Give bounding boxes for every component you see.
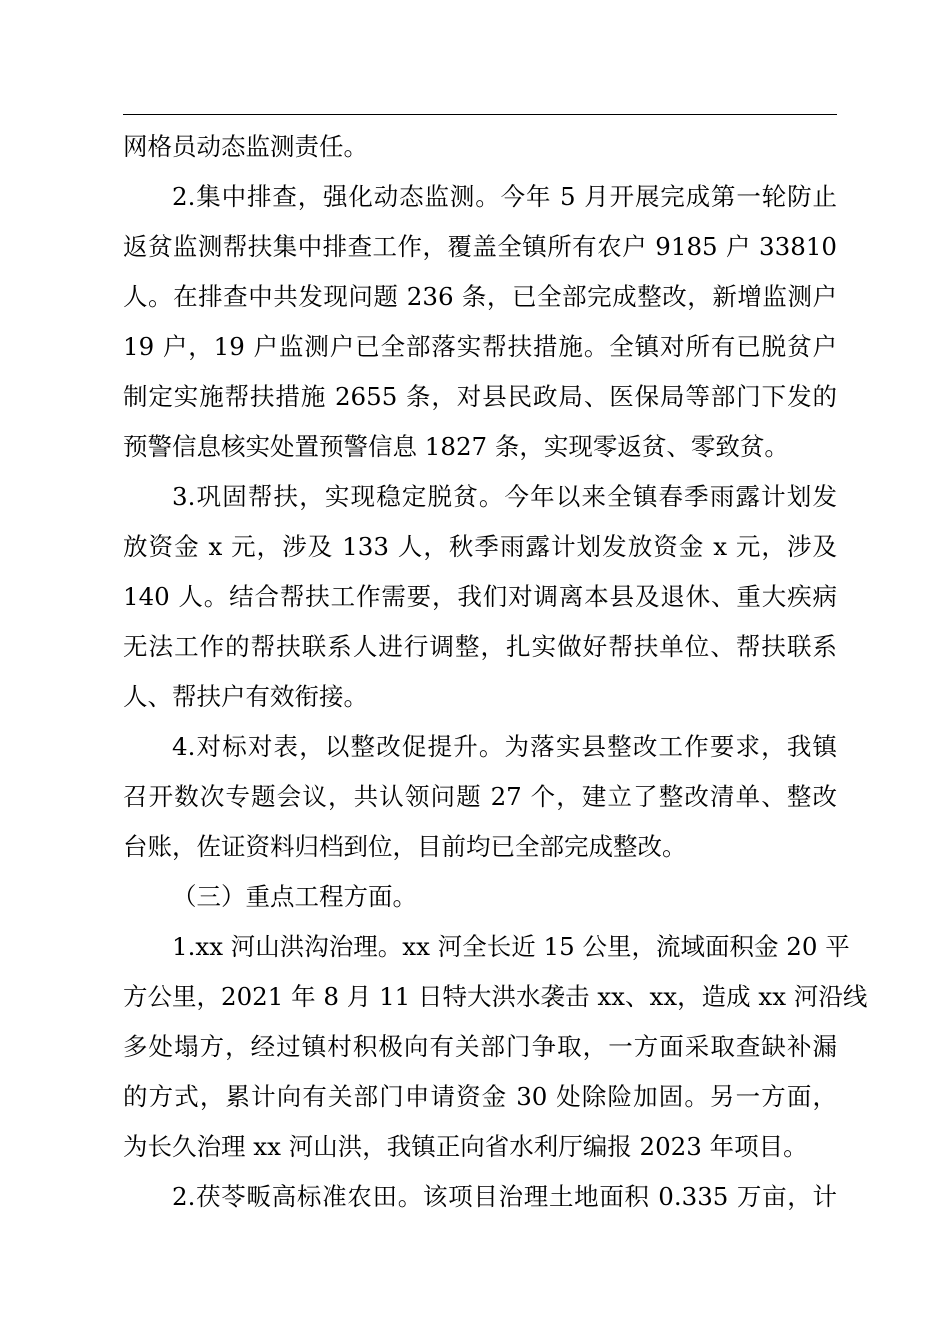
text-line: 预警信息核实处置预警信息 1827 条，实现零返贫、零致贫。 <box>123 432 789 461</box>
text-line: 召开数次专题会议，共认领问题 27 个，建立了整改清单、整改 <box>123 782 837 811</box>
header-rule <box>123 114 837 115</box>
text-line: 返贫监测帮扶集中排查工作，覆盖全镇所有农户 9185 户 33810 <box>123 232 837 261</box>
text-line: 无法工作的帮扶联系人进行调整，扎实做好帮扶单位、帮扶联系 <box>123 632 837 661</box>
text-line: 4.对标对表，以整改促提升。为落实县整改工作要求，我镇 <box>172 732 837 761</box>
text-line: 3.巩固帮扶，实现稳定脱贫。今年以来全镇春季雨露计划发 <box>172 482 837 511</box>
text-line: 2.集中排查，强化动态监测。今年 5 月开展完成第一轮防止 <box>172 182 837 211</box>
text-line: 台账，佐证资料归档到位，目前均已全部完成整改。 <box>123 832 687 861</box>
text-line: 网格员动态监测责任。 <box>123 132 368 161</box>
text-line: 的方式，累计向有关部门申请资金 30 处除险加固。另一方面， <box>123 1082 837 1111</box>
text-line: 方公里，2021 年 8 月 11 日特大洪水袭击 xx、xx，造成 xx 河沿线 <box>123 982 868 1011</box>
text-line: 人、帮扶户有效衔接。 <box>123 682 368 711</box>
text-line: 2.茯苓畈高标准农田。该项目治理土地面积 0.335 万亩，计 <box>172 1182 837 1211</box>
text-line: 1.xx 河山洪沟治理。xx 河全长近 15 公里，流域面积金 20 平 <box>172 932 850 961</box>
text-line: 140 人。结合帮扶工作需要，我们对调离本县及退休、重大疾病 <box>123 582 837 611</box>
text-line: 人。在排查中共发现问题 236 条，已全部完成整改，新增监测户 <box>123 282 837 311</box>
text-line: 19 户，19 户监测户已全部落实帮扶措施。全镇对所有已脱贫户 <box>123 332 837 361</box>
text-line: 放资金 x 元，涉及 133 人，秋季雨露计划发放资金 x 元，涉及 <box>123 532 837 561</box>
text-line: 为长久治理 xx 河山洪，我镇正向省水利厅编报 2023 年项目。 <box>123 1132 808 1161</box>
section-heading: （三）重点工程方面。 <box>172 882 417 911</box>
text-line: 多处塌方，经过镇村积极向有关部门争取，一方面采取查缺补漏 <box>123 1032 837 1061</box>
text-line: 制定实施帮扶措施 2655 条，对县民政局、医保局等部门下发的 <box>123 382 837 411</box>
document-body <box>123 122 868 1222</box>
